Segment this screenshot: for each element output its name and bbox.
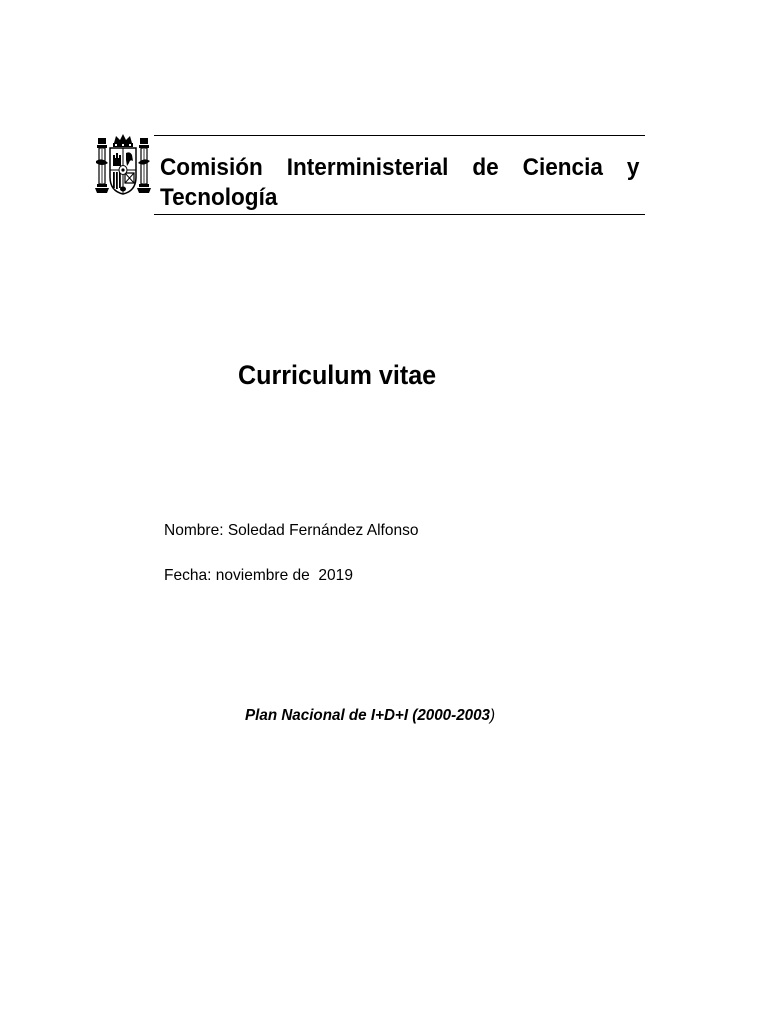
document-title: Curriculum vitae bbox=[238, 360, 437, 390]
organization-title: Comisión Interministerial de Ciencia y Tecnología bbox=[160, 154, 640, 211]
date-field: Fecha: noviembre de 2019 bbox=[164, 567, 353, 584]
name-field: Nombre: Soledad Fernández Alfonso bbox=[164, 522, 419, 539]
spain-coat-of-arms-icon bbox=[92, 133, 154, 197]
plan-closing-paren: ) bbox=[490, 707, 496, 724]
plan-nacional-caption bbox=[245, 706, 495, 726]
header-rule-bottom bbox=[154, 214, 645, 215]
header-rule-top bbox=[154, 135, 645, 136]
plan-main-text: Plan Nacional de I+D+I (2000-2003 bbox=[245, 707, 491, 724]
